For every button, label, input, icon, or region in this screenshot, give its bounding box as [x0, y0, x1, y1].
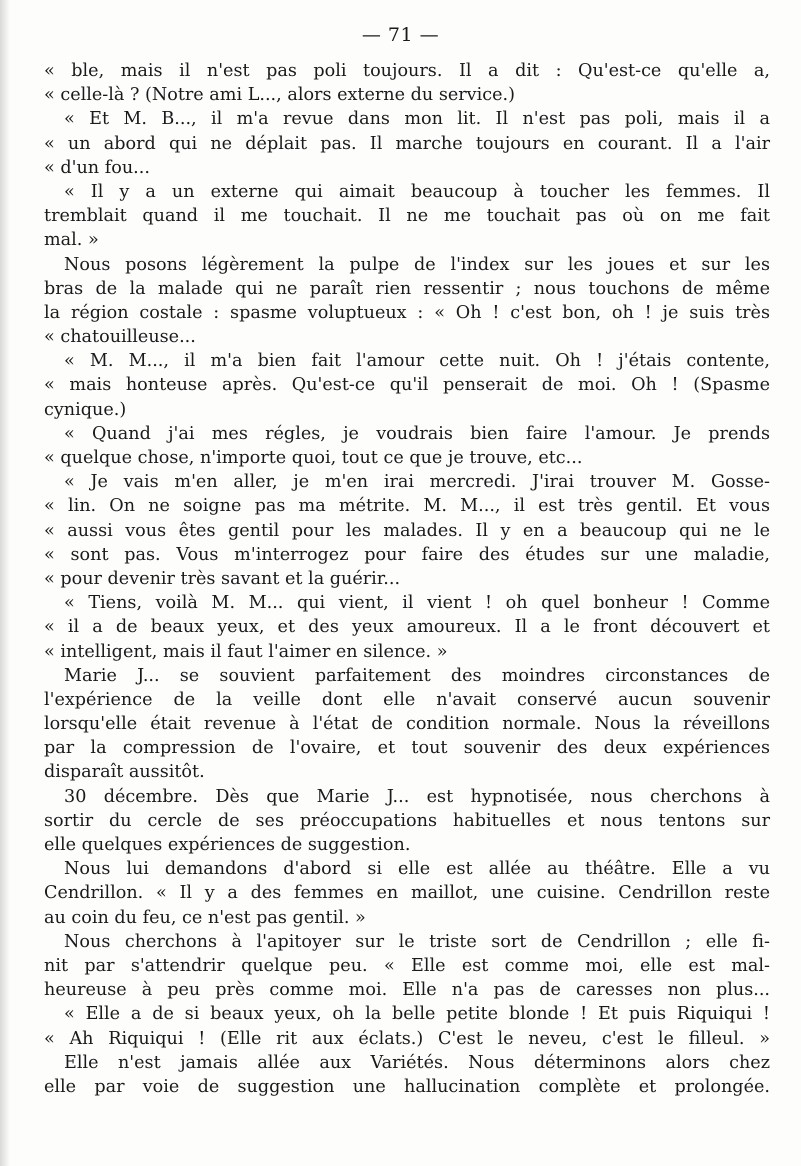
text-line: nit par s'attendrir quelque peu. « Elle est comme moi, elle est mal-	[44, 955, 770, 976]
text-line: « un abord qui ne déplait pas. Il marche toujours en courant. Il a l'air	[44, 133, 770, 154]
text-line: bras de la malade qui ne paraît rien ressentir ; nous touchons de même	[44, 278, 770, 299]
text-line: par la compression de l'ovaire, et tout souvenir des deux expériences	[44, 738, 770, 759]
text-line: cynique.)	[44, 399, 127, 420]
text-line: « pour devenir très savant et la guérir...	[44, 568, 401, 589]
text-line: l'expérience de la veille dont elle n'avait conservé aucun souvenir	[44, 689, 770, 710]
text-line: au coin du feu, ce n'est pas gentil. »	[44, 907, 366, 928]
text-line: « d'un fou...	[44, 157, 150, 178]
text-line: « Ah Riquiqui ! (Elle rit aux éclats.) C'est le neveu, c'est le filleul. »	[44, 1028, 770, 1049]
text-line: Nous lui demandons d'abord si elle est allée au théâtre. Elle a vu	[64, 859, 770, 880]
page-binding-shadow	[0, 0, 10, 1166]
text-line: Nous posons légèrement la pulpe de l'index sur les joues et sur les	[64, 254, 770, 275]
text-line: « sont pas. Vous m'interrogez pour faire des études sur une maladie,	[44, 544, 770, 565]
text-line: Nous cherchons à l'apitoyer sur le triste sort de Cendrillon ; elle fi-	[64, 931, 770, 952]
text-line: « celle-là ? (Notre ami L..., alors externe du service.)	[44, 85, 515, 106]
text-line: disparaît aussitôt.	[44, 762, 205, 783]
text-line: « Quand j'ai mes régles, je voudrais bien faire l'amour. Je prends	[64, 423, 770, 444]
text-line: lorsqu'elle était revenue à l'état de condition normale. Nous la réveillons	[44, 714, 770, 735]
text-line: tremblait quand il me touchait. Il ne me touchait pas où on me fait	[44, 206, 770, 227]
text-line: « lin. On ne soigne pas ma métrite. M. M..., il est très gentil. Et vous	[44, 496, 770, 517]
text-line: « ble, mais il n'est pas poli toujours. Il a dit : Qu'est-ce qu'elle a,	[44, 61, 770, 81]
text-line: 30 décembre. Dès que Marie J... est hypnotisée, nous cherchons à	[64, 786, 770, 807]
text-line: « M. M..., il m'a bien fait l'amour cette nuit. Oh ! j'étais contente,	[64, 351, 770, 372]
text-line: sortir du cercle de ses préoccupations habituelles et nous tentons sur	[44, 810, 770, 831]
text-line: Elle n'est jamais allée aux Variétés. Nous déterminons alors chez	[64, 1052, 770, 1073]
text-line: « Tiens, voilà M. M... qui vient, il vient ! oh quel bonheur ! Comme	[64, 593, 770, 614]
text-line: elle quelques expériences de suggestion.	[44, 835, 411, 855]
text-line: « Elle a de si beaux yeux, oh la belle petite blonde ! Et puis Riquiqui !	[64, 1004, 770, 1025]
page-number: — 71 —	[361, 24, 440, 46]
text-line: heureuse à peu près comme moi. Elle n'a pas de caresses non plus...	[44, 980, 770, 1001]
text-line: « quelque chose, n'importe quoi, tout ce que je trouve, etc...	[44, 448, 583, 468]
text-line: « mais honteuse après. Qu'est-ce qu'il penserait de moi. Oh ! (Spasme	[44, 375, 770, 396]
text-line: « Et M. B..., il m'a revue dans mon lit. Il n'est pas poli, mais il a	[64, 109, 770, 130]
text-line: la région costale : spasme voluptueux : « Oh ! c'est bon, oh ! je suis très	[44, 302, 770, 323]
text-line: « Il y a un externe qui aimait beaucoup à toucher les femmes. Il	[64, 181, 770, 202]
text-line: elle par voie de suggestion une hallucination complète et prolongée.	[44, 1076, 770, 1097]
body-text	[44, 59, 770, 1099]
text-line: « intelligent, mais il faut l'aimer en silence. »	[44, 641, 448, 662]
text-line: mal. »	[44, 230, 99, 251]
text-line: « chatouilleuse...	[44, 327, 196, 348]
text-line: « Je vais m'en aller, je m'en irai mercredi. J'irai trouver M. Gosse-	[64, 472, 770, 493]
text-line: « aussi vous êtes gentil pour les malades. Il y en a beaucoup qui ne le	[44, 520, 770, 541]
text-line: Marie J... se souvient parfaitement des moindres circonstances de	[64, 665, 770, 686]
text-line: « il a de beaux yeux, et des yeux amoureux. Il a le front découvert et	[44, 617, 770, 638]
text-line: Cendrillon. « Il y a des femmes en maillot, une cuisine. Cendrillon reste	[44, 883, 770, 904]
